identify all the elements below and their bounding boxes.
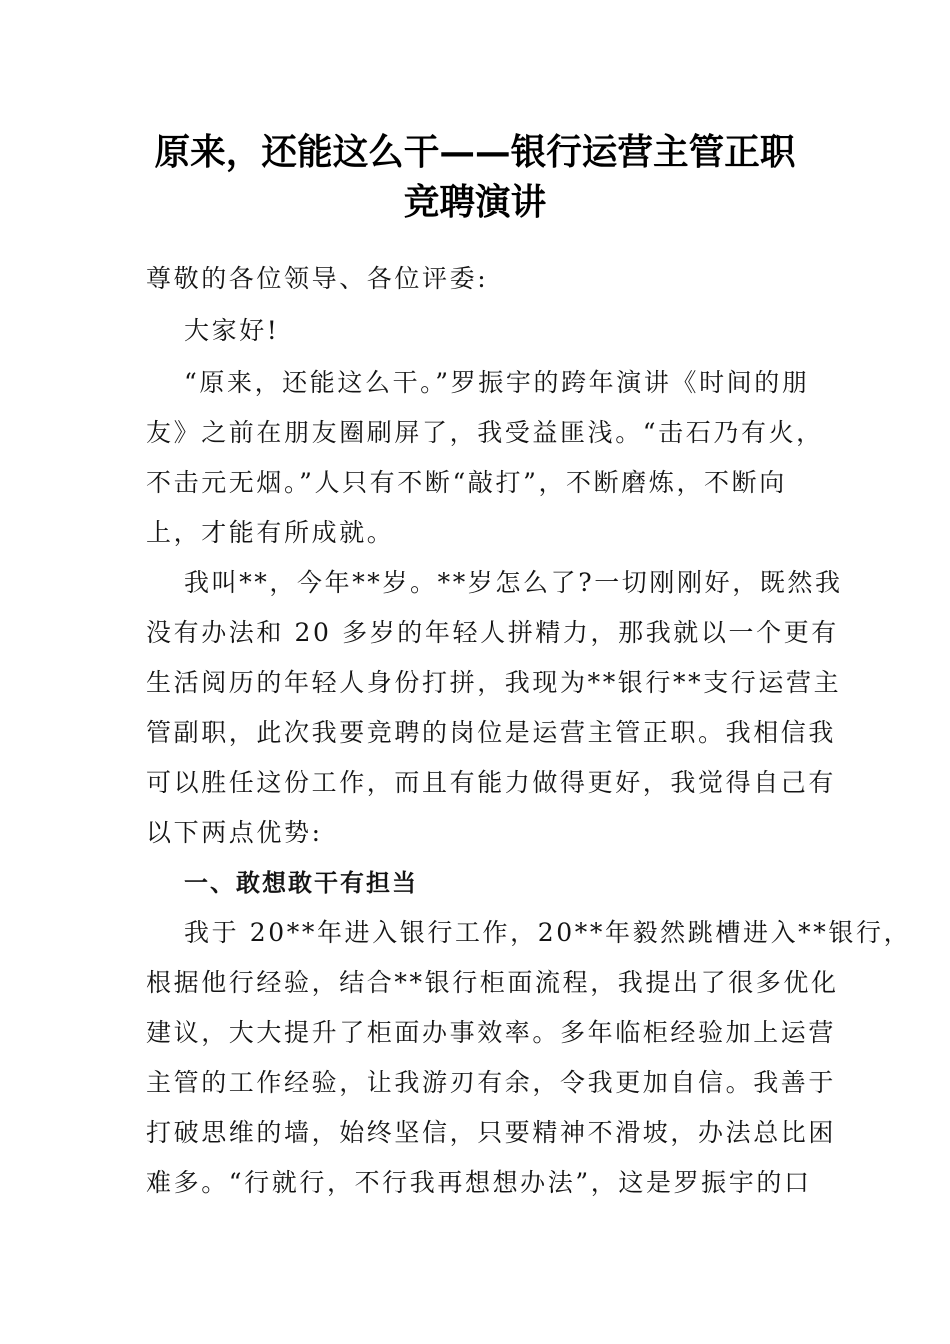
paragraph-line: 以下两点优势: (146, 818, 323, 847)
paragraph-line: “原来，还能这么干。”罗振宇的跨年演讲《时间的朋 (184, 368, 810, 397)
paragraph-line: 根据他行经验，结合**银行柜面流程，我提出了很多优化 (146, 968, 839, 997)
paragraph-line: 友》之前在朋友圈刷屏了，我受益匪浅。“击石乃有火， (146, 418, 824, 447)
paragraph-line: 我叫**，今年**岁。**岁怎么了?一切刚刚好，既然我 (184, 568, 843, 597)
section-heading: 一、敢想敢干有担当 (184, 869, 418, 897)
document-title-line2: 竞聘演讲 (403, 181, 547, 223)
paragraph-line: 管副职，此次我要竞聘的岗位是运营主管正职。我相信我 (146, 718, 837, 747)
document-title-line1: 原来，还能这么干——银行运营主管正职 (154, 131, 796, 173)
greeting: 大家好! (184, 316, 280, 345)
paragraph-line: 可以胜任这份工作，而且有能力做得更好，我觉得自己有 (146, 768, 837, 797)
paragraph-line: 建议，大大提升了柜面办事效率。多年临柜经验加上运营 (146, 1018, 837, 1047)
paragraph-line: 生活阅历的年轻人身份打拼，我现为**银行**支行运营主 (146, 668, 842, 697)
salutation: 尊敬的各位领导、各位评委: (146, 264, 489, 293)
paragraph-line: 不击元无烟。”人只有不断“敲打”，不断磨炼，不断向 (146, 468, 787, 497)
paragraph-line: 难多。“行就行，不行我再想想办法”，这是罗振宇的口 (146, 1168, 812, 1197)
paragraph-line: 我于 20**年进入银行工作，20**年毅然跳槽进入**银行， (184, 918, 912, 947)
paragraph-line: 打破思维的墙，始终坚信，只要精神不滑坡，办法总比困 (146, 1118, 837, 1147)
paragraph-line: 上，才能有所成就。 (146, 518, 395, 547)
paragraph-line: 主管的工作经验，让我游刃有余，令我更加自信。我善于 (146, 1068, 837, 1097)
paragraph-line: 没有办法和 20 多岁的年轻人拼精力，那我就以一个更有 (146, 618, 839, 647)
